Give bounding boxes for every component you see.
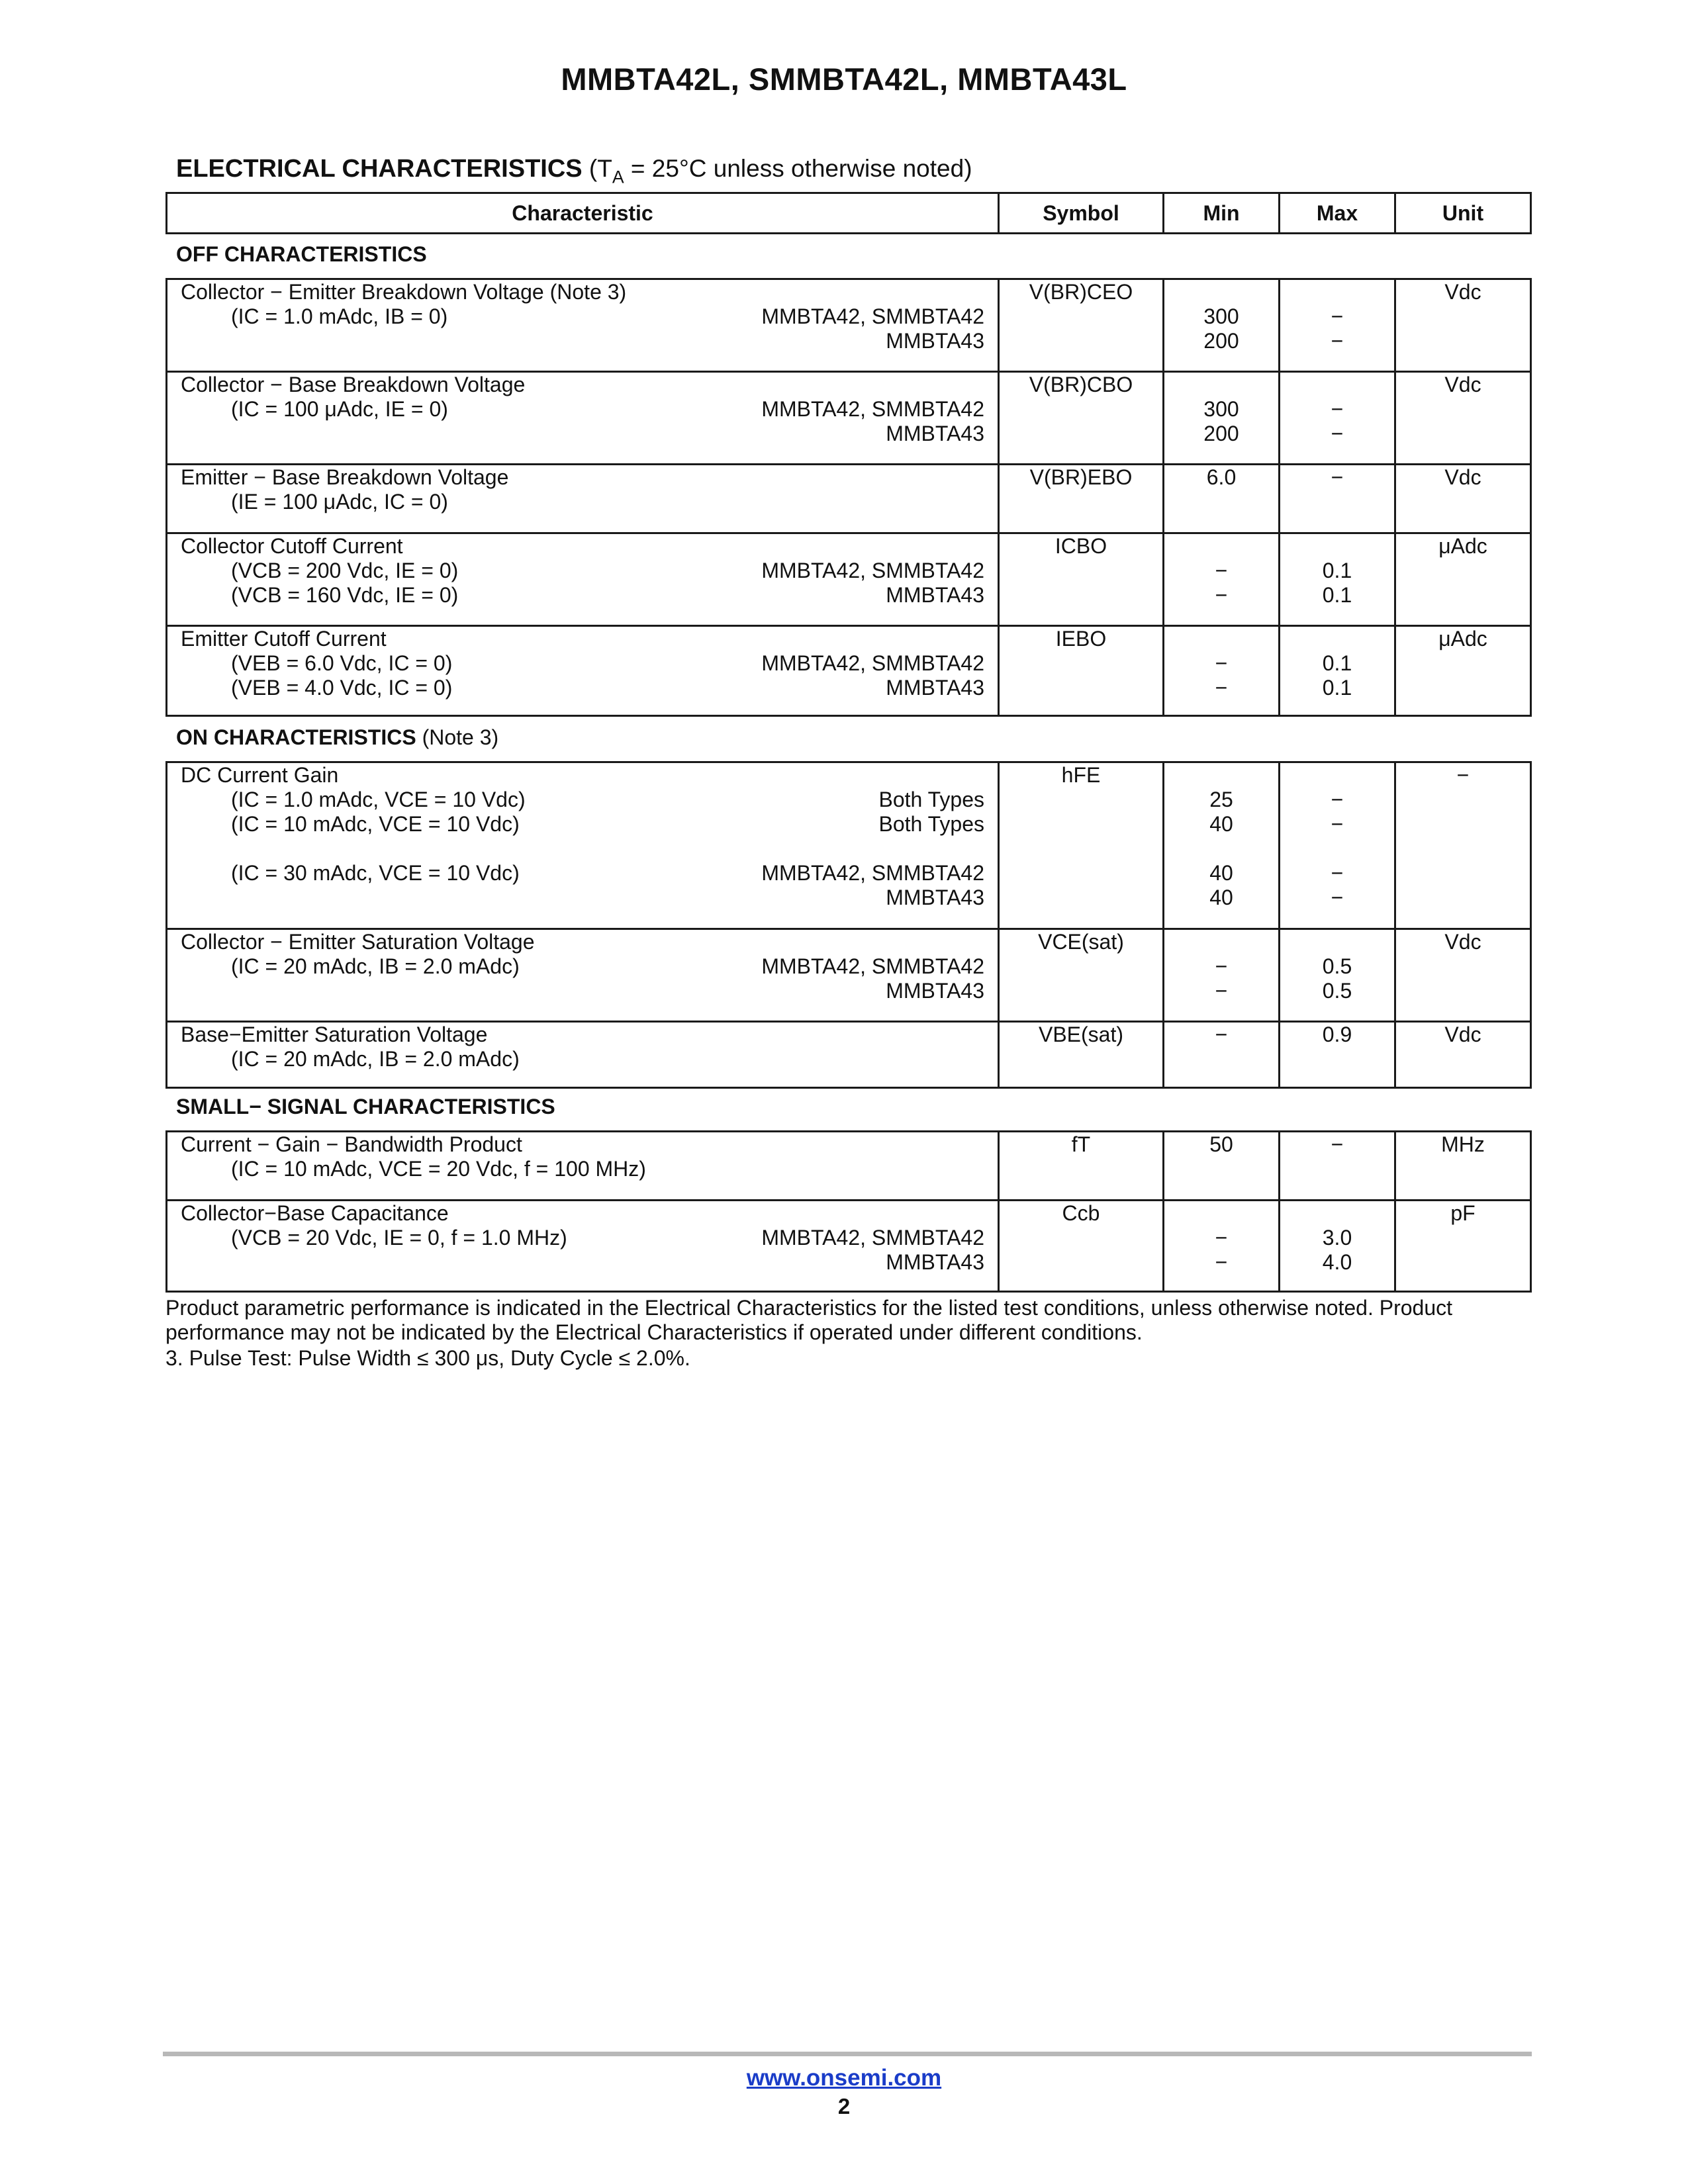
test-condition: (VCB = 160 Vdc, IE = 0) bbox=[231, 583, 459, 607]
min-value: 50 bbox=[1209, 1132, 1233, 1156]
device-type: MMBTA43 bbox=[886, 329, 984, 353]
col-symbol: Symbol bbox=[999, 193, 1164, 234]
unit: Vdc bbox=[1444, 1023, 1481, 1046]
footer-website-link[interactable]: www.onsemi.com bbox=[746, 2065, 942, 2091]
device-type: MMBTA42, SMMBTA42 bbox=[761, 954, 984, 978]
col-unit: Unit bbox=[1395, 193, 1531, 234]
symbol: V(BR)EBO bbox=[1029, 465, 1133, 489]
min-value: − bbox=[1215, 583, 1228, 607]
table-row bbox=[167, 1201, 1531, 1292]
min-value: 300 bbox=[1203, 397, 1239, 421]
unit: Vdc bbox=[1444, 930, 1481, 954]
table-row bbox=[167, 533, 1531, 626]
page-number: 2 bbox=[837, 2094, 851, 2118]
table-row bbox=[167, 372, 1531, 465]
max-value: 0.1 bbox=[1322, 583, 1352, 607]
param-name: Collector−Base Capacitance bbox=[181, 1201, 449, 1225]
max-value: − bbox=[1331, 329, 1344, 353]
max-value: 0.1 bbox=[1322, 676, 1352, 700]
test-condition: (IE = 100 μAdc, IC = 0) bbox=[231, 490, 448, 514]
disclaimer-note: Product parametric performance is indicated in the Electrical Characteristics for the listed test conditions, unless otherwise noted. Product performance may not be indicated by the Electrical Characteristics if operated under different conditions. bbox=[165, 1296, 1453, 1344]
on-heading bbox=[176, 725, 498, 750]
max-value: 0.1 bbox=[1322, 559, 1352, 582]
test-condition: (IC = 20 mAdc, IB = 2.0 mAdc) bbox=[231, 1047, 520, 1071]
section-cond-open: (T bbox=[588, 155, 612, 182]
param-name: Collector − Base Breakdown Voltage bbox=[181, 373, 526, 396]
min-value: 200 bbox=[1203, 329, 1239, 353]
min-value: − bbox=[1215, 1250, 1228, 1274]
unit: Vdc bbox=[1444, 373, 1481, 396]
param-name: Current − Gain − Bandwidth Product bbox=[181, 1132, 522, 1156]
unit: μAdc bbox=[1438, 534, 1487, 558]
min-value: 300 bbox=[1203, 304, 1239, 328]
table-row bbox=[167, 1132, 1531, 1201]
max-value: 0.5 bbox=[1322, 954, 1352, 978]
device-type: MMBTA42, SMMBTA42 bbox=[761, 397, 984, 421]
max-value: − bbox=[1331, 465, 1344, 489]
symbol: hFE bbox=[1061, 763, 1101, 787]
unit: μAdc bbox=[1438, 627, 1487, 651]
test-condition: (IC = 100 μAdc, IE = 0) bbox=[231, 397, 448, 421]
min-value: 40 bbox=[1209, 812, 1233, 836]
min-value: − bbox=[1215, 1226, 1228, 1250]
param-name: Collector Cutoff Current bbox=[181, 534, 403, 558]
on-table bbox=[165, 761, 1532, 1089]
on-heading-text: ON CHARACTERISTICS bbox=[176, 725, 416, 749]
max-value: 0.9 bbox=[1322, 1023, 1352, 1046]
test-condition: (IC = 1.0 mAdc, IB = 0) bbox=[231, 304, 448, 328]
test-condition: (IC = 10 mAdc, VCE = 10 Vdc) bbox=[231, 812, 520, 836]
footnote-3: 3. Pulse Test: Pulse Width ≤ 300 μs, Duty Cycle ≤ 2.0%. bbox=[165, 1346, 690, 1370]
param-name: Collector − Emitter Saturation Voltage bbox=[181, 930, 535, 954]
unit: MHz bbox=[1441, 1132, 1485, 1156]
test-condition: (VEB = 6.0 Vdc, IC = 0) bbox=[231, 651, 453, 675]
on-heading-note: (Note 3) bbox=[416, 725, 499, 749]
col-characteristic: Characteristic bbox=[167, 193, 999, 234]
device-type: MMBTA43 bbox=[886, 583, 984, 607]
max-value: 4.0 bbox=[1322, 1250, 1352, 1274]
test-condition: (VCB = 20 Vdc, IE = 0, f = 1.0 MHz) bbox=[231, 1226, 567, 1250]
symbol: VCE(sat) bbox=[1038, 930, 1124, 954]
min-value: − bbox=[1215, 1023, 1228, 1046]
section-cond-sub: A bbox=[612, 167, 624, 187]
section-cond-rest: = 25°C unless otherwise noted) bbox=[624, 155, 972, 182]
test-condition: (IC = 20 mAdc, IB = 2.0 mAdc) bbox=[231, 954, 520, 978]
device-type: MMBTA43 bbox=[886, 676, 984, 700]
max-value: − bbox=[1331, 1132, 1344, 1156]
device-type: MMBTA42, SMMBTA42 bbox=[761, 651, 984, 675]
symbol: fT bbox=[1071, 1132, 1091, 1156]
max-value: − bbox=[1331, 304, 1344, 328]
test-condition: (IC = 1.0 mAdc, VCE = 10 Vdc) bbox=[231, 788, 526, 811]
symbol: IEBO bbox=[1055, 627, 1107, 651]
device-type: MMBTA43 bbox=[886, 1250, 984, 1274]
min-value: 40 bbox=[1209, 861, 1233, 885]
unit: pF bbox=[1450, 1201, 1476, 1225]
off-heading: OFF CHARACTERISTICS bbox=[176, 242, 427, 266]
footer-rule bbox=[163, 2052, 1532, 2056]
min-value: − bbox=[1215, 559, 1228, 582]
symbol: VBE(sat) bbox=[1038, 1023, 1124, 1046]
param-name: Emitter Cutoff Current bbox=[181, 627, 387, 651]
unit: − bbox=[1456, 763, 1470, 787]
param-name: Emitter − Base Breakdown Voltage bbox=[181, 465, 509, 489]
small-signal-table bbox=[165, 1130, 1532, 1293]
min-value: − bbox=[1215, 651, 1228, 675]
off-table bbox=[165, 278, 1532, 717]
min-value: 40 bbox=[1209, 886, 1233, 909]
max-value: − bbox=[1331, 397, 1344, 421]
symbol: ICBO bbox=[1055, 534, 1107, 558]
test-condition: (IC = 10 mAdc, VCE = 20 Vdc, f = 100 MHz) bbox=[231, 1157, 646, 1181]
min-value: − bbox=[1215, 954, 1228, 978]
max-value: 3.0 bbox=[1322, 1226, 1352, 1250]
section-title: ELECTRICAL CHARACTERISTICS bbox=[176, 155, 583, 183]
symbol: V(BR)CBO bbox=[1029, 373, 1133, 396]
small-signal-heading: SMALL− SIGNAL CHARACTERISTICS bbox=[176, 1095, 555, 1118]
device-type: MMBTA42, SMMBTA42 bbox=[761, 1226, 984, 1250]
device-type: MMBTA43 bbox=[886, 886, 984, 909]
max-value: − bbox=[1331, 812, 1344, 836]
max-value: − bbox=[1331, 861, 1344, 885]
col-min: Min bbox=[1164, 193, 1280, 234]
device-type: MMBTA42, SMMBTA42 bbox=[761, 861, 984, 885]
device-type: MMBTA42, SMMBTA42 bbox=[761, 559, 984, 582]
page-title: MMBTA42L, SMMBTA42L, MMBTA43L bbox=[561, 62, 1127, 97]
device-type: MMBTA43 bbox=[886, 422, 984, 445]
table-row bbox=[167, 762, 1531, 929]
unit: Vdc bbox=[1444, 465, 1481, 489]
symbol: V(BR)CEO bbox=[1029, 280, 1133, 304]
param-name: DC Current Gain bbox=[181, 763, 339, 787]
min-value: − bbox=[1215, 979, 1228, 1003]
unit: Vdc bbox=[1444, 280, 1481, 304]
symbol: Ccb bbox=[1062, 1201, 1100, 1225]
col-max: Max bbox=[1280, 193, 1395, 234]
min-value: 200 bbox=[1203, 422, 1239, 445]
min-value: 25 bbox=[1209, 788, 1233, 811]
device-type: MMBTA43 bbox=[886, 979, 984, 1003]
max-value: − bbox=[1331, 422, 1344, 445]
table-row bbox=[167, 929, 1531, 1022]
device-type: Both Types bbox=[878, 812, 984, 836]
device-type: MMBTA42, SMMBTA42 bbox=[761, 304, 984, 328]
max-value: − bbox=[1331, 886, 1344, 909]
test-condition: (VCB = 200 Vdc, IE = 0) bbox=[231, 559, 459, 582]
table-row bbox=[167, 465, 1531, 533]
device-type: Both Types bbox=[878, 788, 984, 811]
table-row bbox=[167, 1022, 1531, 1088]
table-header bbox=[165, 192, 1532, 234]
max-value: − bbox=[1331, 788, 1344, 811]
test-condition: (VEB = 4.0 Vdc, IC = 0) bbox=[231, 676, 453, 700]
param-name: Collector − Emitter Breakdown Voltage (Note 3) bbox=[181, 280, 627, 304]
test-condition: (IC = 30 mAdc, VCE = 10 Vdc) bbox=[231, 861, 520, 885]
min-value: 6.0 bbox=[1206, 465, 1237, 489]
param-name: Base−Emitter Saturation Voltage bbox=[181, 1023, 488, 1046]
table-row bbox=[167, 279, 1531, 372]
section-heading bbox=[176, 155, 972, 187]
max-value: 0.1 bbox=[1322, 651, 1352, 675]
max-value: 0.5 bbox=[1322, 979, 1352, 1003]
table-row bbox=[167, 626, 1531, 716]
min-value: − bbox=[1215, 676, 1228, 700]
